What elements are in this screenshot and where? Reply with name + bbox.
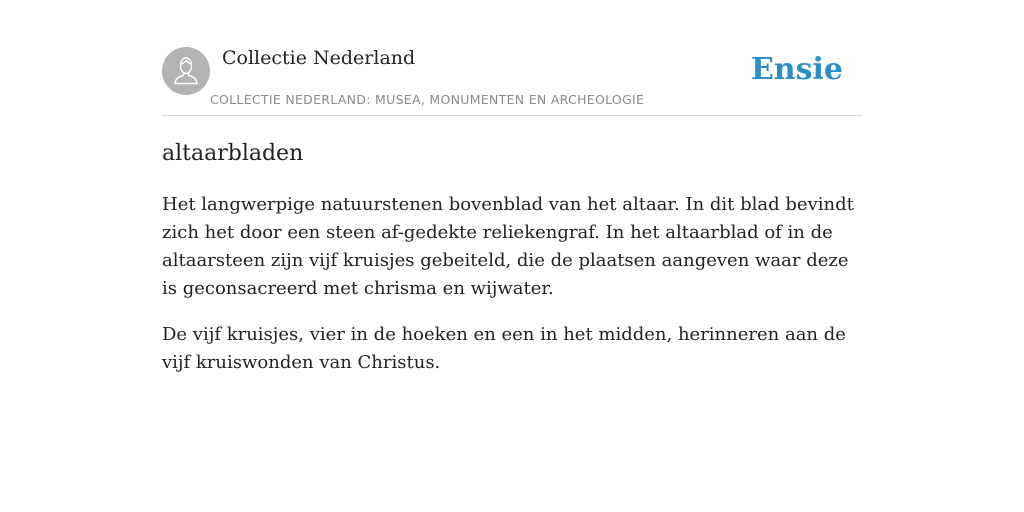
entry-content (162, 138, 862, 395)
definition-paragraph: Het langwerpige natuurstenen bovenblad van het altaar. In dit blad bevindt zich het door een steen af-gedekte reliekengraf. In het altaarblad of in de altaarsteen zijn vijf kruisjes gebeiteld, die de plaatsen aangeven waar deze is geconsacreerd met chrisma en wijwater. (162, 194, 854, 299)
source-subtitle: COLLECTIE NEDERLAND: MUSEA, MONUMENTEN EN ARCHEOLOGIE (210, 92, 645, 107)
definition-paragraph: De vijf kruisjes, vier in de hoeken en een in het midden, herinneren aan de vijf kruiswonden van Christus. (162, 324, 846, 373)
entry-term: altaarbladen (162, 141, 304, 166)
entry-definition (162, 191, 862, 377)
user-outline-icon (162, 47, 210, 95)
avatar[interactable] (162, 47, 210, 95)
source-header (162, 46, 862, 116)
source-title[interactable]: Collectie Nederland (222, 47, 416, 69)
brand-logo[interactable]: Ensie (750, 52, 843, 87)
